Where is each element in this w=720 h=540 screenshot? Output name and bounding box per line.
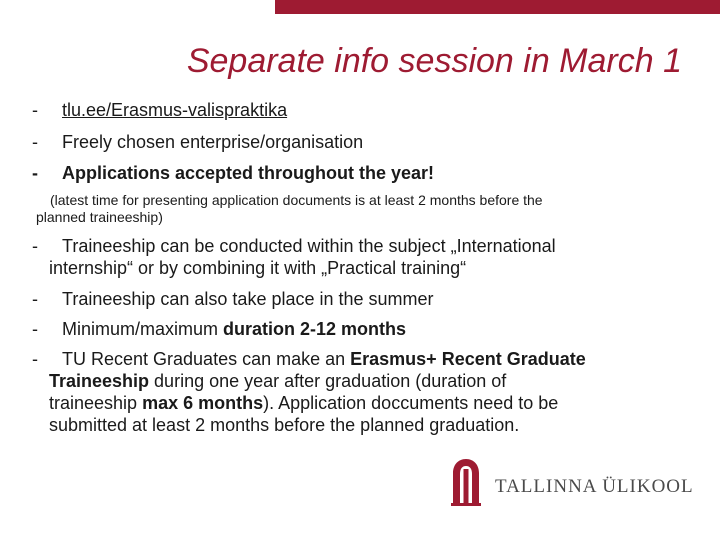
point-text: Traineeship can also take place in the summer (62, 289, 434, 309)
point-text: Minimum/maximum (62, 319, 224, 339)
point-text: TU Recent Graduates can make an (62, 349, 351, 369)
deadline-note (36, 192, 676, 226)
point-text: traineeship (49, 393, 143, 413)
point-duration (32, 318, 406, 340)
bullet-text: Applications accepted throughout the year! (62, 163, 435, 183)
erasmus-link[interactable]: tlu.ee/Erasmus-valispraktika (62, 100, 288, 120)
duration-highlight: duration 2-12 months (223, 319, 407, 339)
top-accent-bar (275, 0, 720, 14)
university-name: TALLINNA ÜLIKOOL (495, 476, 694, 497)
bullet-dash: - (32, 132, 38, 152)
point-summer (32, 288, 434, 310)
program-highlight: Erasmus+ Recent Graduate (350, 349, 586, 369)
bullet-dash: - (32, 100, 38, 120)
bullet-dash: - (32, 319, 38, 339)
point-text: ). Application doccuments need to be (263, 393, 559, 413)
university-logo (448, 457, 698, 507)
point-recent-graduates (32, 348, 586, 436)
tallinn-university-emblem-icon (448, 457, 484, 507)
slide-title: Separate info session in March 1 (186, 42, 682, 80)
point-text: Traineeship can be conducted within the subject „International (62, 236, 556, 256)
bullet-dash: - (32, 163, 38, 183)
point-international-internship (32, 235, 556, 279)
note-line: planned traineeship) (36, 209, 163, 225)
point-text: during one year after graduation (duration of (149, 371, 507, 391)
bullet-dash: - (32, 289, 38, 309)
bullet-text: Freely chosen enterprise/organisation (62, 132, 364, 152)
point-text: submitted at least 2 months before the planned graduation. (49, 415, 520, 435)
max-duration-highlight: max 6 months (142, 393, 264, 413)
point-text: internship“ or by combining it with „Practical training“ (49, 258, 467, 278)
bullet-dash: - (32, 236, 38, 256)
program-highlight: Traineeship (49, 371, 150, 391)
bullet-dash: - (32, 349, 38, 369)
note-line: (latest time for presenting application documents is at least 2 months before the (50, 192, 543, 208)
